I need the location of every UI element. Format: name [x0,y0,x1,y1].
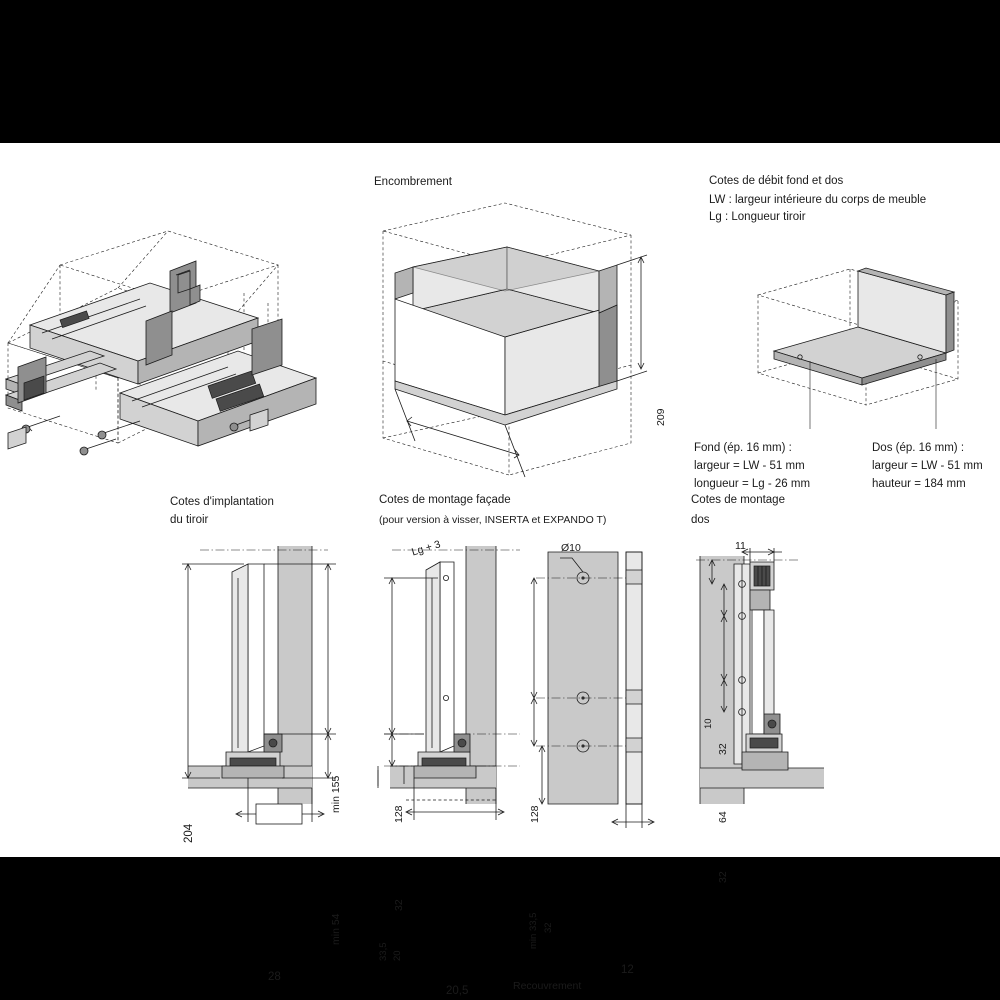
debit-title: Cotes de débit fond et dos [709,175,844,187]
dim-205: 20,5 [446,985,469,997]
dim-32-left: 32 [393,899,405,911]
facade-title: Cotes de montage façade [379,494,511,506]
dim-10: 10 [703,718,714,729]
dos-mount-title-1: Cotes de montage [691,494,785,506]
dim-12: 12 [621,964,634,976]
dos-mount-title-2: dos [691,514,710,526]
implantation-title-1: Cotes d'implantation [170,496,274,508]
dim-min335: min 33,5 [528,912,539,949]
facade-subtitle: (pour version à visser, INSERTA et EXPANDO T) [379,514,607,526]
dim-128-front: 128 [529,805,541,823]
dim-64: 64 [717,811,729,823]
dim-32-front: 32 [543,922,554,933]
dim-204: 204 [183,823,195,843]
fond-title: Fond (ép. 16 mm) : [694,442,792,454]
dim-32-b: 32 [717,871,729,883]
dim-lg3: Lg + 3 [410,538,443,559]
dim-min155: min 155 [330,775,342,813]
dim-28: 28 [268,971,281,983]
facade-front-graphic [520,538,660,838]
dim-209: 209 [655,408,667,426]
fond-line1: largeur = LW - 51 mm [694,460,805,472]
dos-title: Dos (ép. 16 mm) : [872,442,965,454]
drawing-sheet [0,143,1000,997]
debit-legend-lg: Lg : Longueur tiroir [709,211,806,223]
dim-32-a: 32 [717,743,729,755]
implantation-title-2: du tiroir [170,514,209,526]
dim-11: 11 [735,540,746,552]
exploded-view-graphic [0,143,360,443]
encombrement-graphic [355,193,665,483]
dim-diam10: Ø10 [561,542,581,554]
encombrement-title: Encombrement [374,176,452,188]
debit-graphic [740,233,1000,433]
dim-min54: min 54 [330,913,342,945]
dos-line1: largeur = LW - 51 mm [872,460,983,472]
dos-line2: hauteur = 184 mm [872,478,966,490]
dim-335: 33,5 [378,942,389,961]
dim-20: 20 [392,950,403,961]
dim-128-left: 128 [393,805,405,823]
fond-line2: longueur = Lg - 26 mm [694,478,811,490]
dos-mount-graphic [690,538,890,838]
label-recouvrement: Recouvrement [513,980,582,992]
debit-legend-lw: LW : largeur intérieure du corps de meuble [709,194,927,206]
